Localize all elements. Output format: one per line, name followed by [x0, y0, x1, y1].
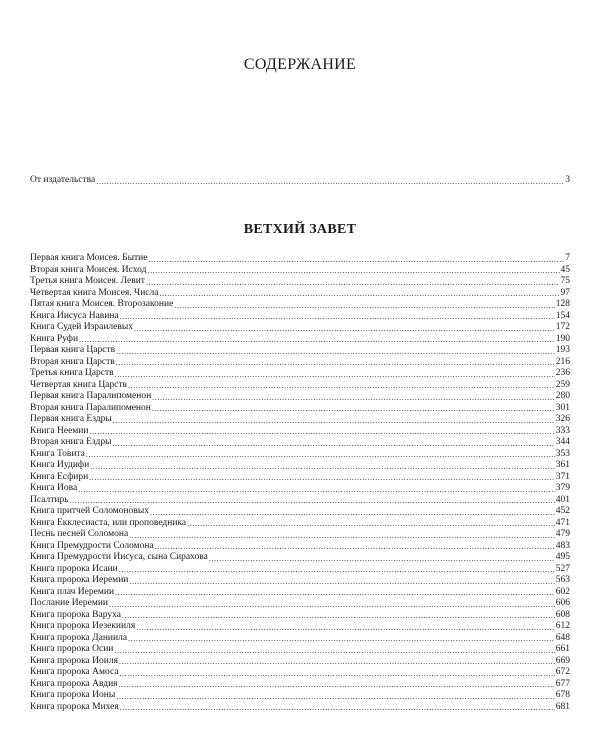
toc-line	[30, 552, 570, 564]
toc-entry-title: Книга плач Иеремии	[30, 586, 115, 597]
toc-line	[30, 175, 570, 187]
toc-entry-page: 606	[555, 598, 570, 608]
toc-entry-title: Книга пророка Иоиля	[30, 655, 118, 666]
toc-line	[30, 368, 570, 380]
toc-line	[30, 656, 570, 668]
toc-line	[30, 690, 570, 702]
dot-leader	[79, 334, 555, 346]
dot-leader	[174, 299, 554, 311]
toc-entry-title: Книга пророка Михея	[30, 701, 119, 712]
dot-leader	[116, 345, 555, 357]
toc-entry-title: Книга Премудрости Соломона	[30, 540, 154, 551]
toc-entry-page: 669	[555, 655, 570, 666]
toc-entry-page: 661	[555, 644, 570, 654]
toc-entry-title: Первая книга Паралипоменон	[30, 391, 152, 401]
toc-line	[30, 380, 570, 392]
toc-entry-title: Книга притчей Соломоновых	[30, 506, 150, 516]
dot-leader	[120, 311, 555, 323]
toc-entry-title: Книга Товита	[30, 448, 85, 459]
toc-entry-page: 602	[555, 586, 570, 597]
dot-leader	[134, 322, 555, 334]
toc-entry-page: 259	[555, 379, 570, 390]
toc-entry-page: 216	[555, 356, 570, 367]
toc-entry-page: 563	[555, 575, 570, 585]
toc-entry-page: 672	[555, 667, 570, 677]
toc-entry-page: 97	[560, 287, 570, 298]
toc-entry-page: 361	[555, 460, 570, 470]
dot-leader	[116, 357, 555, 369]
toc-entry-page: 7	[565, 253, 570, 263]
dot-leader	[119, 656, 555, 668]
toc-line	[30, 460, 570, 472]
toc-entry-title: Книга пророка Ионы	[30, 690, 116, 700]
toc-entry-page: 3	[565, 175, 570, 185]
toc-entry-page: 612	[555, 621, 570, 631]
toc-entry-page: 379	[555, 483, 570, 493]
toc-entry-title: Псалтирь	[30, 494, 69, 505]
toc-entry-title: Первая книга Царств	[30, 345, 116, 355]
toc-entry-title: Третья книга Моисея. Левит	[30, 276, 145, 286]
toc-entry-page: 483	[555, 540, 570, 551]
toc-line	[30, 529, 570, 541]
toc-line	[30, 414, 570, 426]
toc-entry-title: Четвертая книга Моисея. Числа	[30, 287, 159, 298]
toc-entry-page: 471	[555, 517, 570, 528]
toc-line	[30, 265, 570, 277]
toc-entry-page: 301	[555, 402, 570, 413]
dot-leader	[78, 483, 555, 495]
toc-entry-title: Книга Руфи	[30, 333, 79, 344]
toc-entry-page: 678	[555, 690, 570, 700]
toc-entry-title: Книга пророка Авдия	[30, 678, 118, 689]
toc-entry-title: Книга Екклесиаста, или проповедника	[30, 517, 187, 528]
toc-entry-page: 371	[555, 471, 570, 482]
page-title: СОДЕРЖАНИЕ	[243, 56, 357, 73]
dot-leader	[90, 460, 555, 472]
dot-leader	[159, 288, 559, 300]
toc-entry-title: Первая книга Моисея. Бытие	[30, 253, 148, 263]
toc-entry-page: 236	[555, 368, 570, 378]
toc-entry-title: Книга пророка Амоса	[30, 667, 119, 677]
toc-entry-title: Пятая книга Моисея. Второзаконие	[30, 299, 174, 309]
dot-leader	[116, 690, 555, 702]
toc-entry-page: 401	[555, 494, 570, 505]
toc-entry-title: Книга Есфири	[30, 471, 89, 482]
toc-line	[30, 483, 570, 495]
toc-entry-title: Четвертая книга Царств	[30, 379, 127, 390]
toc-entry-title: Книга пророка Иезекииля	[30, 621, 136, 631]
toc-entry-title: Послание Иеремии	[30, 598, 109, 608]
dot-leader	[152, 403, 555, 415]
toc-entry-page: 128	[555, 299, 570, 309]
dot-leader	[89, 472, 555, 484]
toc-entry-page: 452	[555, 506, 570, 516]
toc-entry-title: Первая книга Ездры	[30, 414, 112, 424]
toc-entry-page: 527	[555, 563, 570, 574]
dot-leader	[113, 414, 555, 426]
toc-line	[30, 403, 570, 415]
toc-entry-page: 479	[555, 529, 570, 539]
toc-line	[30, 299, 570, 311]
toc-entry-title: Вторая книга Паралипоменон	[30, 402, 151, 413]
toc-line	[30, 633, 570, 645]
toc-entry-title: Вторая книга Моисея. Исход	[30, 264, 147, 275]
toc-line	[30, 334, 570, 346]
dot-leader	[119, 679, 555, 691]
toc-entry-page: 154	[555, 310, 570, 321]
toc-entry-title: Книга Иудифи	[30, 460, 90, 470]
toc-line	[30, 564, 570, 576]
toc-entry-title: Третья книга Царств	[30, 368, 114, 378]
toc-line	[30, 575, 570, 587]
dot-leader	[112, 437, 554, 449]
toc-line	[30, 644, 570, 656]
toc-line	[30, 253, 570, 265]
toc-entry-title: Книга Иисуса Навина	[30, 310, 119, 321]
dot-leader	[115, 587, 555, 599]
toc-line	[30, 495, 570, 507]
dot-leader	[129, 529, 555, 541]
toc-entry-title: Песнь песней Соломона	[30, 529, 129, 539]
toc-line	[30, 437, 570, 449]
dot-leader	[119, 564, 555, 576]
dot-leader	[109, 598, 555, 610]
toc-entry-page: 75	[560, 276, 570, 286]
toc-line	[30, 322, 570, 334]
toc-entry-title: Книга пророка Осии	[30, 644, 114, 654]
toc-line	[30, 621, 570, 633]
dot-leader	[147, 265, 559, 277]
toc-entry-title: Книга Иова	[30, 483, 78, 493]
toc-line	[30, 610, 570, 622]
toc-entry-page: 45	[560, 264, 570, 275]
dot-leader	[152, 391, 555, 403]
toc-line	[30, 679, 570, 691]
dot-leader	[155, 541, 555, 553]
dot-leader	[115, 368, 555, 380]
toc-entry-page: 193	[555, 345, 570, 355]
toc-list-old-testament	[30, 253, 570, 713]
toc-line	[30, 391, 570, 403]
toc-line	[30, 587, 570, 599]
toc-line	[30, 702, 570, 714]
dot-leader	[70, 495, 555, 507]
toc-entry-page: 648	[555, 632, 570, 643]
dot-leader	[120, 667, 555, 679]
toc-entry-page: 344	[555, 437, 570, 447]
dot-leader	[129, 575, 554, 587]
dot-leader	[146, 276, 560, 288]
toc-entry-title: Вторая книга Царств	[30, 356, 115, 367]
dot-leader	[89, 426, 554, 438]
toc-entry-title: Книга Неемии	[30, 425, 89, 436]
section-heading-old-testament: ВЕТХИЙ ЗАВЕТ	[243, 222, 357, 237]
dot-leader	[122, 610, 555, 622]
dot-leader	[128, 380, 555, 392]
toc-line	[30, 357, 570, 369]
toc-entry-title: Вторая книга Ездры	[30, 437, 112, 447]
toc-line	[30, 506, 570, 518]
dot-leader	[86, 449, 555, 461]
toc-line	[30, 541, 570, 553]
toc-entry-page: 495	[555, 552, 570, 562]
toc-line	[30, 667, 570, 679]
toc-entry-page: 280	[555, 391, 570, 401]
toc-line	[30, 426, 570, 438]
toc-entry-title: Книга пророка Иеремии	[30, 575, 129, 585]
toc-line	[30, 598, 570, 610]
dot-leader	[136, 621, 555, 633]
intro-entry	[30, 175, 570, 187]
toc-line	[30, 472, 570, 484]
toc-line	[30, 311, 570, 323]
dot-leader	[120, 702, 555, 714]
toc-entry-page: 190	[555, 333, 570, 344]
toc-line	[30, 288, 570, 300]
toc-entry-page: 353	[555, 448, 570, 459]
dot-leader	[148, 253, 564, 265]
dot-leader	[128, 633, 555, 645]
dot-leader	[96, 175, 564, 187]
toc-entry-page: 333	[555, 425, 570, 436]
toc-entry-page: 681	[555, 701, 570, 712]
toc-entry-title: Книга пророка Варуха	[30, 609, 121, 620]
toc-entry-page: 326	[555, 414, 570, 424]
toc-entry-page: 677	[555, 678, 570, 689]
toc-entry-page: 172	[555, 322, 570, 332]
toc-entry-title: Книга пророка Даниила	[30, 632, 128, 643]
dot-leader	[187, 518, 555, 530]
dot-leader	[209, 552, 555, 564]
dot-leader	[114, 644, 554, 656]
toc-entry-title: Книга пророка Исаии	[30, 563, 118, 574]
toc-line	[30, 518, 570, 530]
toc-entry-title: Книга Премудрости Иисуса, сына Сирахова	[30, 552, 208, 562]
toc-line	[30, 449, 570, 461]
dot-leader	[150, 506, 555, 518]
toc-entry-title: Книга Судей Израилевых	[30, 322, 133, 332]
toc-line	[30, 345, 570, 357]
toc-line	[30, 276, 570, 288]
toc-entry-title: От издательства	[30, 175, 96, 185]
toc-entry-page: 608	[555, 609, 570, 620]
